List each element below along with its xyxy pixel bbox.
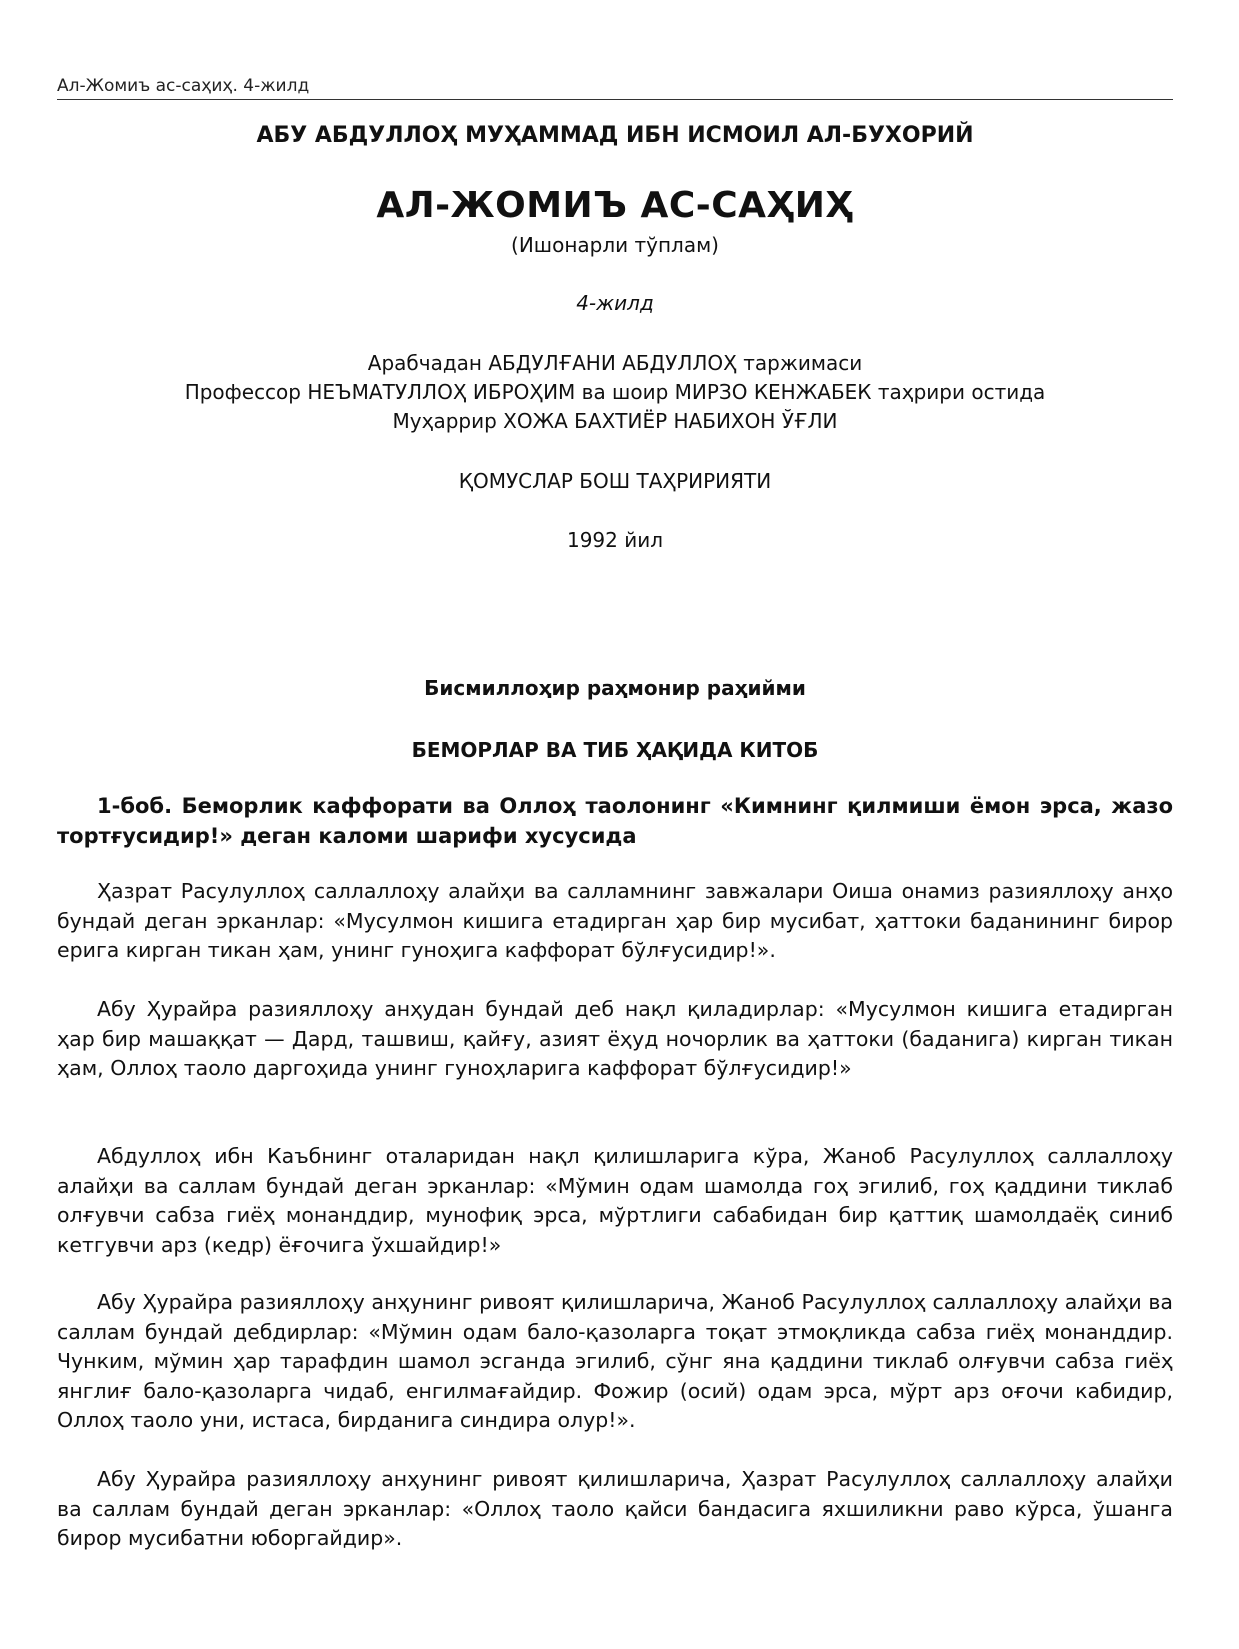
book-main-title: АЛ-ЖОМИЪ АС-САҲИҲ: [376, 185, 854, 226]
translator-credit: Арабчадан АБДУЛҒАНИ АБДУЛЛОҲ таржимаси: [367, 351, 863, 375]
editor-credit: Муҳаррир ХОЖА БАХТИЁР НАБИХОН ЎҒЛИ: [392, 409, 838, 433]
publisher: ҚОМУСЛАР БОШ ТАҲРИРИЯТИ: [458, 469, 772, 493]
editors-credit: Профессор НЕЪМАТУЛЛОҲ ИБРОҲИМ ва шоир МИРЗО КЕНЖАБЕК таҳрири остида: [184, 380, 1046, 404]
section-book-title: БЕМОРЛАР ВА ТИБ ҲАҚИДА КИТОБ: [411, 738, 819, 762]
publication-year: 1992 йил: [566, 528, 664, 552]
paragraph-2: Абу Ҳурайра разияллоҳу анҳудан бундай деб нақл қиладирлар: «Мусулмон кишига етадирган ҳар бир машаққат — Дард, ташвиш, қайғу, азият ёҳуд ночорлик ва ҳаттоки (баданига) кирган тикан ҳам, Оллоҳ таоло даргоҳида унинг гуноҳларига каффорат бўлғусидир!»: [57, 997, 1173, 1080]
volume-label: 4-жилд: [576, 291, 654, 315]
running-header: Ал-Жомиъ ас-саҳиҳ. 4-жилд: [57, 76, 1173, 100]
author-line: АБУ АБДУЛЛОҲ МУҲАММАД ИБН ИСМОИЛ АЛ-БУХОРИЙ: [256, 123, 974, 148]
paragraph-3: Абдуллоҳ ибн Каъбнинг оталаридан нақл қилишларига кўра, Жаноб Расулуллоҳ саллаллоҳу алайҳи ва саллам бундай деган эрканлар: «Мўмин одам шамолда гоҳ эгилиб, гоҳ қаддини тиклаб олғувчи сабза гиёҳ монанддир, мунофиқ эрса, мўртлиги сабабидан бир қаттиқ шамолдаёқ синиб кетгувчи арз (кедр) ёғочига ўхшайдир!»: [57, 1144, 1173, 1257]
bismillah-heading: Бисмиллоҳир раҳмонир раҳийми: [424, 676, 806, 700]
paragraph-4: Абу Ҳурайра разияллоҳу анҳунинг ривоят қилишларича, Жаноб Расулуллоҳ саллаллоҳу алайҳи ва саллам бундай дебдирлар: «Мўмин одам бало-қазоларга тоқат этмоқликда сабза гиёҳ монанддир. Чунким, мўмин ҳар тарафдин шамол эсганда эгилиб, сўнг яна қаддини тиклаб олғувчи сабза гиёҳ янглиғ бало-қазоларга чидаб, енгилмағайдир. Фожир (осий) одам эрса, мўрт арз оғочи кабидир, Оллоҳ таоло уни, истаса, бирданига синдира олур!».: [57, 1290, 1173, 1432]
credits-block: [57, 349, 1173, 436]
paragraph-5: Абу Ҳурайра разияллоҳу анҳунинг ривоят қилишларича, Ҳазрат Расулуллоҳ саллаллоҳу алайҳи ва саллам бундай деган эрканлар: «Оллоҳ таоло қайси бандасига яхшиликни раво кўрса, ўшанга бирор мусибатни юборгайдир».: [57, 1467, 1173, 1550]
book-subtitle: (Ишонарли тўплам): [511, 233, 719, 257]
chapter-title: 1-боб. Беморлик каффорати ва Оллоҳ таолонинг «Кимнинг қилмиши ёмон эрса, жазо тортғусидир!» деган каломи шарифи хусусида: [57, 794, 1173, 848]
paragraph-1: Ҳазрат Расулуллоҳ саллаллоҳу алайҳи ва салламнинг завжалари Оиша онамиз разияллоҳу анҳо бундай деган эрканлар: «Мусулмон кишига етадирган ҳар бир мусибат, ҳаттоки баданининг бирор ерига кирган тикан ҳам, унинг гуноҳига каффорат бўлғусидир!».: [57, 879, 1173, 962]
